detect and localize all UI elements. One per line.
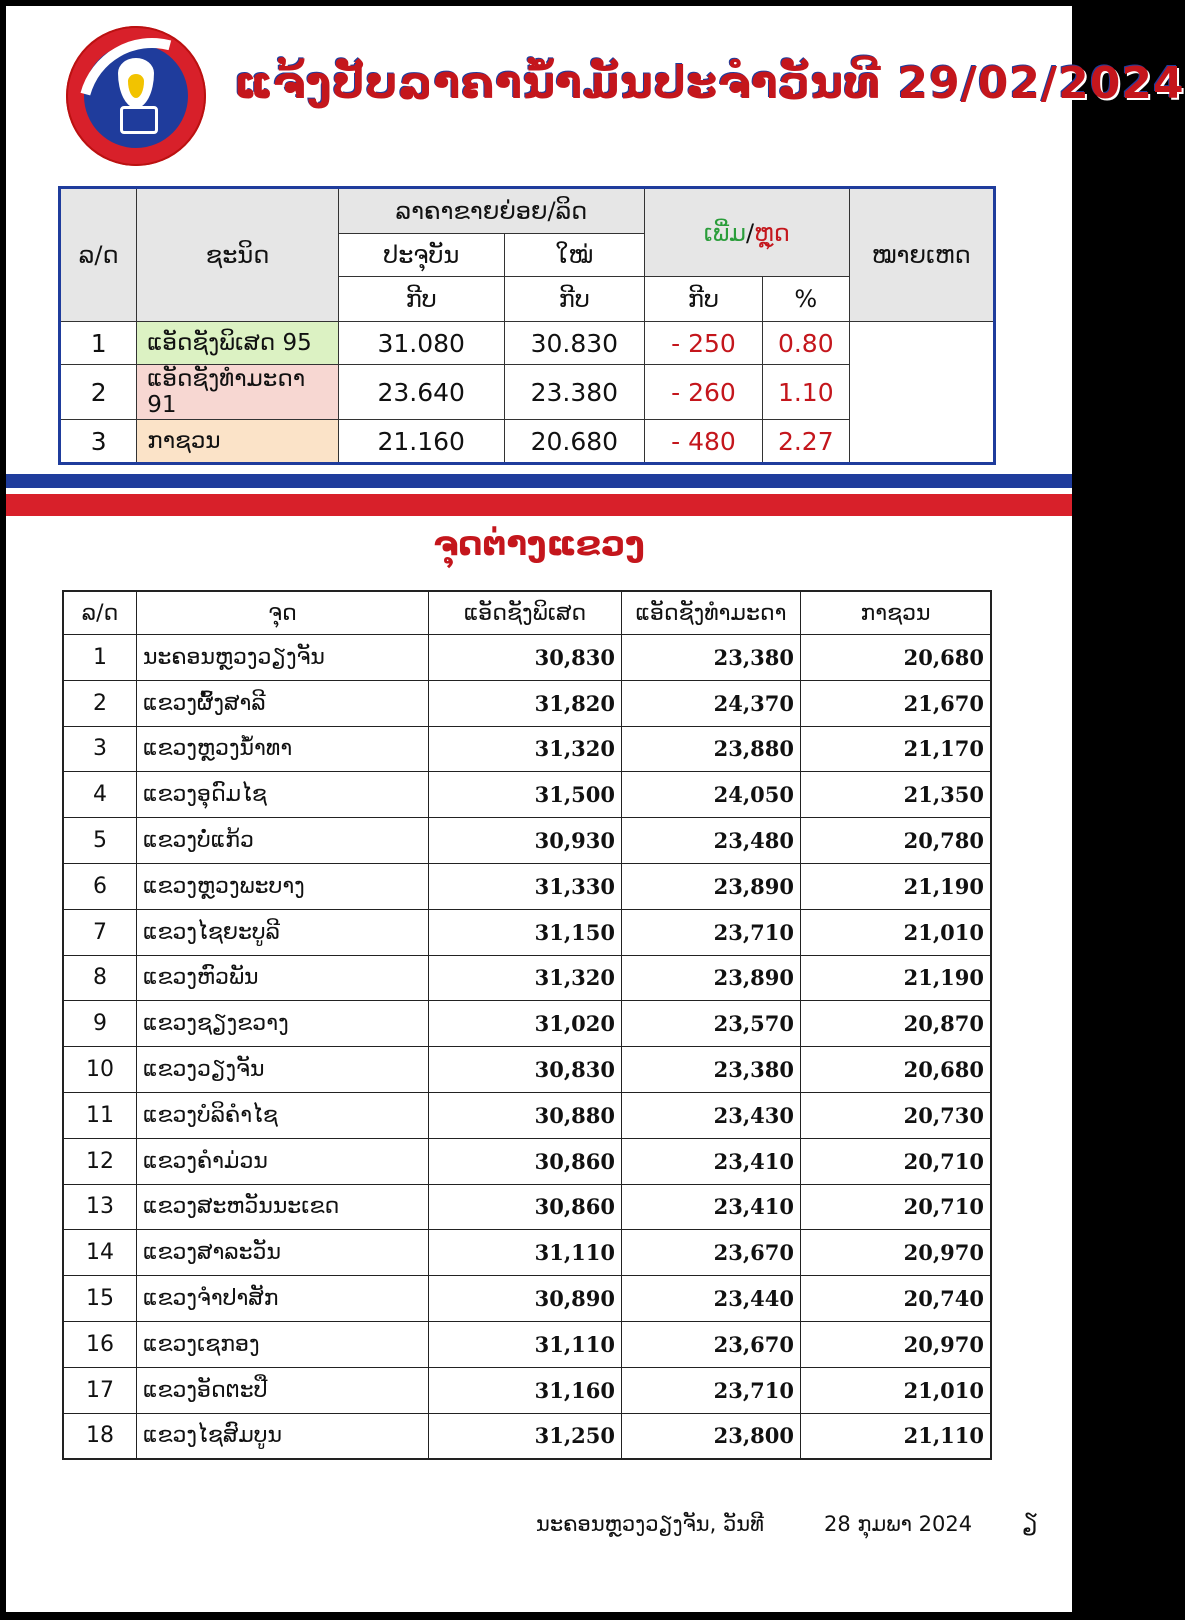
table-row: 2 ແອັດຊັງທຳມະດາ 91 23.640 23.380 - 260 1.10 — [60, 365, 995, 420]
col-diesel-header: ກາຊວນ — [801, 591, 992, 635]
cell-regular: 24,050 — [622, 772, 801, 818]
cell-diesel: 20,970 — [801, 1321, 992, 1367]
col-new-header: ໃໝ່ — [504, 234, 644, 277]
table-row: 1 ແອັດຊັງພິເສດ 95 31.080 30.830 - 250 0.80 — [60, 322, 995, 365]
cell-super: 31,110 — [429, 1321, 622, 1367]
cell-super: 31,150 — [429, 909, 622, 955]
table-row — [63, 1184, 991, 1230]
cell-no: 3 — [63, 726, 137, 772]
cell-super: 31,020 — [429, 1001, 622, 1047]
cell-no: 16 — [63, 1321, 137, 1367]
cell-super: 31,500 — [429, 772, 622, 818]
col-note-header: ໝາຍເຫດ — [849, 188, 994, 322]
cell-no: 8 — [63, 955, 137, 1001]
cell-super: 31,820 — [429, 680, 622, 726]
cell-regular: 23,670 — [622, 1230, 801, 1276]
unit-percent: % — [762, 277, 849, 322]
cell-regular: 23,890 — [622, 863, 801, 909]
cell-name: ນະຄອນຫຼວງວຽງຈັນ — [137, 635, 429, 681]
cell-regular: 23,380 — [622, 635, 801, 681]
cell-super: 31,160 — [429, 1367, 622, 1413]
cell-diesel: 20,970 — [801, 1230, 992, 1276]
cell-diesel: 21,350 — [801, 772, 992, 818]
divider-stripe-blue — [6, 474, 1072, 488]
cell-no: 6 — [63, 863, 137, 909]
table-row — [63, 1321, 991, 1367]
cell-super: 30,860 — [429, 1138, 622, 1184]
cell-regular: 23,410 — [622, 1184, 801, 1230]
cell-diesel: 21,010 — [801, 1367, 992, 1413]
table-row — [63, 955, 991, 1001]
cell-regular: 23,380 — [622, 1047, 801, 1093]
cell-diesel: 20,710 — [801, 1184, 992, 1230]
col-regular-header: ແອັດຊັງທຳມະດາ — [622, 591, 801, 635]
cell-regular: 23,670 — [622, 1321, 801, 1367]
gear-icon — [120, 106, 158, 134]
cell-regular: 23,410 — [622, 1138, 801, 1184]
table-row: 3 ກາຊວນ 21.160 20.680 - 480 2.27 — [60, 420, 995, 464]
table-row — [63, 909, 991, 955]
col-current-header: ປະຈຸບັນ — [338, 234, 504, 277]
col-super-header: ແອັດຊັງພິເສດ — [429, 591, 622, 635]
cell-super: 30,860 — [429, 1184, 622, 1230]
cell-name: ແຂວງໄຊຍະບູລີ — [137, 909, 429, 955]
cell-name: ແຂວງຄຳມ່ວນ — [137, 1138, 429, 1184]
cell-regular: 23,710 — [622, 1367, 801, 1413]
cell-diesel: 20,780 — [801, 818, 992, 864]
cell-name: ແຂວງອັດຕະປື — [137, 1367, 429, 1413]
cell-super: 31,320 — [429, 726, 622, 772]
table-row — [63, 1276, 991, 1322]
cell-no: 14 — [63, 1230, 137, 1276]
fuel-super-95: ແອັດຊັງພິເສດ 95 — [137, 322, 339, 365]
cell-no: 10 — [63, 1047, 137, 1093]
page — [6, 6, 1185, 1612]
cell-diesel: 20,730 — [801, 1092, 992, 1138]
col-no-header: ລ/ດ — [63, 591, 137, 635]
note-cell — [849, 322, 994, 464]
divider-stripe-red — [6, 494, 1072, 516]
company-logo — [66, 26, 206, 166]
cell-no: 13 — [63, 1184, 137, 1230]
unit-kip: ກີບ — [644, 277, 762, 322]
cell-name: ແຂວງບໍລິຄຳໄຊ — [137, 1092, 429, 1138]
table-row — [63, 635, 991, 681]
cell-name: ແຂວງເຊກອງ — [137, 1321, 429, 1367]
table-row — [63, 1001, 991, 1047]
cell-name: ແຂວງຈຳປາສັກ — [137, 1276, 429, 1322]
cell-name: ແຂວງຜົ້ງສາລີ — [137, 680, 429, 726]
cell-no: 5 — [63, 818, 137, 864]
cell-regular: 23,890 — [622, 955, 801, 1001]
cell-regular: 23,570 — [622, 1001, 801, 1047]
cell-regular: 23,440 — [622, 1276, 801, 1322]
table-row — [63, 1138, 991, 1184]
table-row — [63, 726, 991, 772]
cell-regular: 23,880 — [622, 726, 801, 772]
cell-no: 12 — [63, 1138, 137, 1184]
page-title: ແຈ້ງປັບລາຄານ້ຳມັນປະຈຳວັນທີ 29/02/2024 — [234, 58, 1185, 109]
cell-name: ແຂວງຫຼວງພະບາງ — [137, 863, 429, 909]
cell-no: 15 — [63, 1276, 137, 1322]
cell-super: 30,930 — [429, 818, 622, 864]
cell-no: 2 — [63, 680, 137, 726]
cell-regular: 23,710 — [622, 909, 801, 955]
cell-name: ແຂວງໄຊສົມບູນ — [137, 1413, 429, 1459]
cell-diesel: 21,190 — [801, 863, 992, 909]
cell-name: ແຂວງບໍ່ແກ້ວ — [137, 818, 429, 864]
cell-no: 11 — [63, 1092, 137, 1138]
fuel-regular-91: ແອັດຊັງທຳມະດາ 91 — [137, 365, 339, 420]
price-summary-table — [58, 186, 996, 465]
cell-regular: 24,370 — [622, 680, 801, 726]
cell-diesel: 20,680 — [801, 635, 992, 681]
cell-diesel: 21,670 — [801, 680, 992, 726]
cell-super: 31,320 — [429, 955, 622, 1001]
cell-super: 30,880 — [429, 1092, 622, 1138]
col-point-header: ຈຸດ — [137, 591, 429, 635]
cell-name: ແຂວງສາລະວັນ — [137, 1230, 429, 1276]
cell-no: 7 — [63, 909, 137, 955]
cell-diesel: 21,110 — [801, 1413, 992, 1459]
cell-diesel: 21,010 — [801, 909, 992, 955]
table-row — [63, 1413, 991, 1459]
table-row — [63, 680, 991, 726]
col-type-header: ຊະນິດ — [137, 188, 339, 322]
cell-no: 1 — [63, 635, 137, 681]
footer-mark: ຽ — [1022, 1508, 1038, 1536]
cell-super: 31,250 — [429, 1413, 622, 1459]
col-no-header: ລ/ດ — [60, 188, 137, 322]
cell-diesel: 21,170 — [801, 726, 992, 772]
footer-place: ນະຄອນຫຼວງວຽງຈັນ, ວັນທີ — [536, 1512, 764, 1536]
cell-no: 18 — [63, 1413, 137, 1459]
cell-diesel: 20,740 — [801, 1276, 992, 1322]
cell-super: 31,110 — [429, 1230, 622, 1276]
province-price-table — [62, 590, 992, 1460]
cell-super: 31,330 — [429, 863, 622, 909]
table-row — [63, 1047, 991, 1093]
table-row — [63, 1092, 991, 1138]
cell-name: ແຂວງສະຫວັນນະເຂດ — [137, 1184, 429, 1230]
table-row — [63, 1367, 991, 1413]
col-retail-price-header: ລາຄາຂາຍຍ່ອຍ/ລິດ — [338, 188, 644, 234]
table-row — [63, 1230, 991, 1276]
table-row — [63, 818, 991, 864]
cell-name: ແຂວງອຸດົມໄຊ — [137, 772, 429, 818]
cell-diesel: 20,710 — [801, 1138, 992, 1184]
cell-regular: 23,800 — [622, 1413, 801, 1459]
cell-diesel: 20,680 — [801, 1047, 992, 1093]
cell-no: 9 — [63, 1001, 137, 1047]
section-title: ຈຸດຕ່າງແຂວງ — [433, 524, 645, 564]
cell-diesel: 20,870 — [801, 1001, 992, 1047]
col-change-header: ເພີ່ມ/ຫຼຸດ — [644, 188, 849, 277]
unit-kip: ກີບ — [504, 277, 644, 322]
cell-regular: 23,430 — [622, 1092, 801, 1138]
cell-super: 30,890 — [429, 1276, 622, 1322]
table-row — [63, 863, 991, 909]
cell-name: ແຂວງຊຽງຂວາງ — [137, 1001, 429, 1047]
table-row — [63, 772, 991, 818]
cell-name: ແຂວງຫຼວງນ້ຳທາ — [137, 726, 429, 772]
cell-super: 30,830 — [429, 635, 622, 681]
fuel-diesel: ກາຊວນ — [137, 420, 339, 464]
unit-kip: ກີບ — [338, 277, 504, 322]
cell-name: ແຂວງຫົວພັນ — [137, 955, 429, 1001]
cell-diesel: 21,190 — [801, 955, 992, 1001]
cell-no: 17 — [63, 1367, 137, 1413]
cell-name: ແຂວງວຽງຈັນ — [137, 1047, 429, 1093]
cell-super: 30,830 — [429, 1047, 622, 1093]
footer-date: 28 ກຸມພາ 2024 — [824, 1512, 973, 1536]
cell-regular: 23,480 — [622, 818, 801, 864]
cell-no: 4 — [63, 772, 137, 818]
